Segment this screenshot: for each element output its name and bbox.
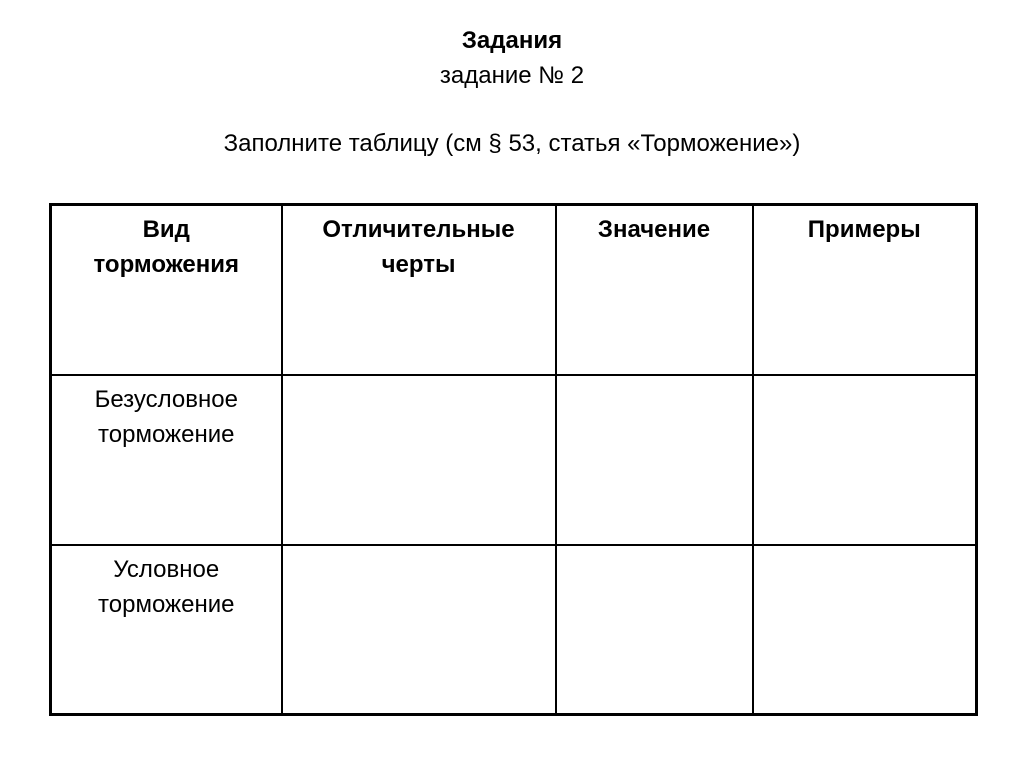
header-cell-meaning (556, 205, 753, 375)
table-row (51, 375, 977, 545)
header-label: Примеры (807, 216, 921, 243)
blank-cell-features[interactable] (282, 545, 556, 715)
header-label: Значение (597, 216, 711, 243)
header-label: Отличительные черты (322, 216, 515, 278)
inhibition-table (49, 203, 978, 716)
header-cell-examples (753, 205, 977, 375)
blank-cell-features[interactable] (282, 375, 556, 545)
header-cell-type (51, 205, 282, 375)
row-label-cell (51, 545, 282, 715)
row-label-cell (51, 375, 282, 545)
blank-cell-examples[interactable] (753, 375, 977, 545)
row-label: Условное торможение (98, 555, 235, 618)
table-row (51, 545, 977, 715)
table-header-row (51, 205, 977, 375)
header-label: Вид торможения (93, 216, 240, 278)
blank-cell-meaning[interactable] (556, 375, 753, 545)
row-label: Безусловное торможение (94, 385, 238, 448)
task-instruction: Заполните таблицу (см § 53, статья «Торможение») (223, 130, 801, 157)
blank-cell-examples[interactable] (753, 545, 977, 715)
slide-title: Задания (461, 27, 563, 54)
header-cell-features (282, 205, 556, 375)
blank-cell-meaning[interactable] (556, 545, 753, 715)
slide-subtitle: задание № 2 (439, 62, 585, 89)
